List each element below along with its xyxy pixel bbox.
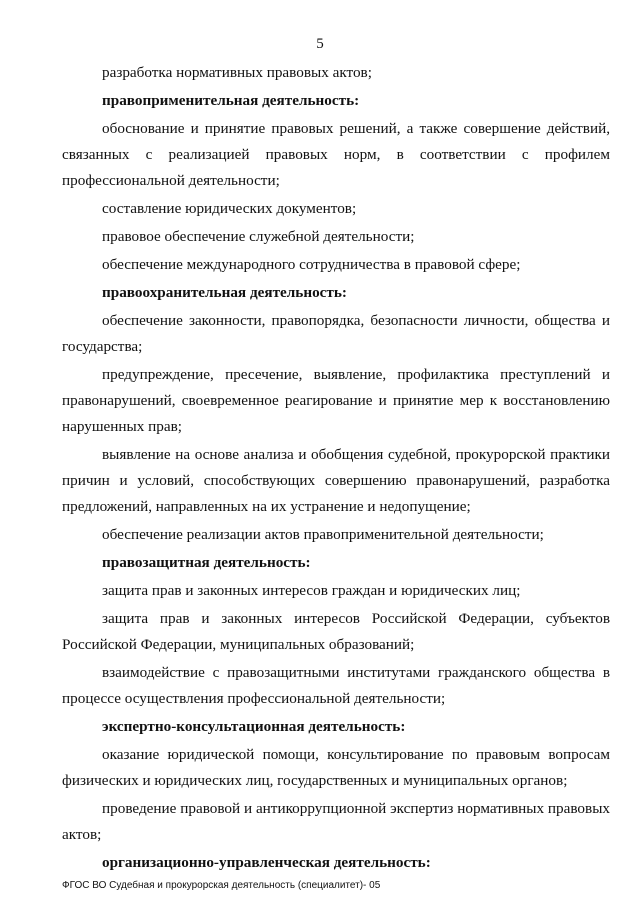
document-body	[62, 60, 610, 878]
page-number: 5	[316, 36, 324, 52]
section-heading: организационно-управленческая деятельность:	[102, 854, 431, 871]
paragraph: проведение правовой и антикоррупционной экспертиз нормативных правовых актов;	[62, 800, 610, 843]
section-heading: экспертно-консультационная деятельность:	[102, 718, 406, 735]
paragraph: защита прав и законных интересов граждан и юридических лиц;	[102, 582, 521, 599]
paragraph: правовое обеспечение служебной деятельности;	[102, 228, 415, 245]
paragraph: разработка нормативных правовых актов;	[102, 64, 372, 81]
paragraph: обеспечение законности, правопорядка, безопасности личности, общества и государства;	[62, 312, 610, 355]
paragraph: предупреждение, пресечение, выявление, профилактика преступлений и правонарушений, своевременное реагирование и принятие мер к восстановлению нарушенных прав;	[62, 366, 610, 435]
paragraph: обеспечение реализации актов правоприменительной деятельности;	[102, 526, 544, 543]
paragraph: составление юридических документов;	[102, 200, 357, 217]
section-heading: правоохранительная деятельность:	[102, 284, 347, 301]
section-heading: правоприменительная деятельность:	[102, 92, 360, 109]
paragraph: обеспечение международного сотрудничества в правовой сфере;	[102, 256, 521, 273]
section-heading: правозащитная деятельность:	[102, 554, 311, 571]
paragraph: выявление на основе анализа и обобщения судебной, прокурорской практики причин и условий, способствующих совершению правонарушений, разработка предложений, направленных на их устранение и недопущение;	[62, 446, 610, 515]
paragraph: обоснование и принятие правовых решений, а также совершение действий, связанных с реализацией правовых норм, в соответствии с профилем профессиональной деятельности;	[62, 120, 610, 189]
page-footer: ФГОС ВО Судебная и прокурорская деятельность (специалитет)- 05	[62, 880, 381, 891]
paragraph: защита прав и законных интересов Российской Федерации, субъектов Российской Федерации, муниципальных образований;	[62, 610, 610, 653]
paragraph: оказание юридической помощи, консультирование по правовым вопросам физических и юридических лиц, государственных и муниципальных органов;	[62, 746, 610, 789]
paragraph: взаимодействие с правозащитными институтами гражданского общества в процессе осуществления профессиональной деятельности;	[62, 664, 610, 707]
